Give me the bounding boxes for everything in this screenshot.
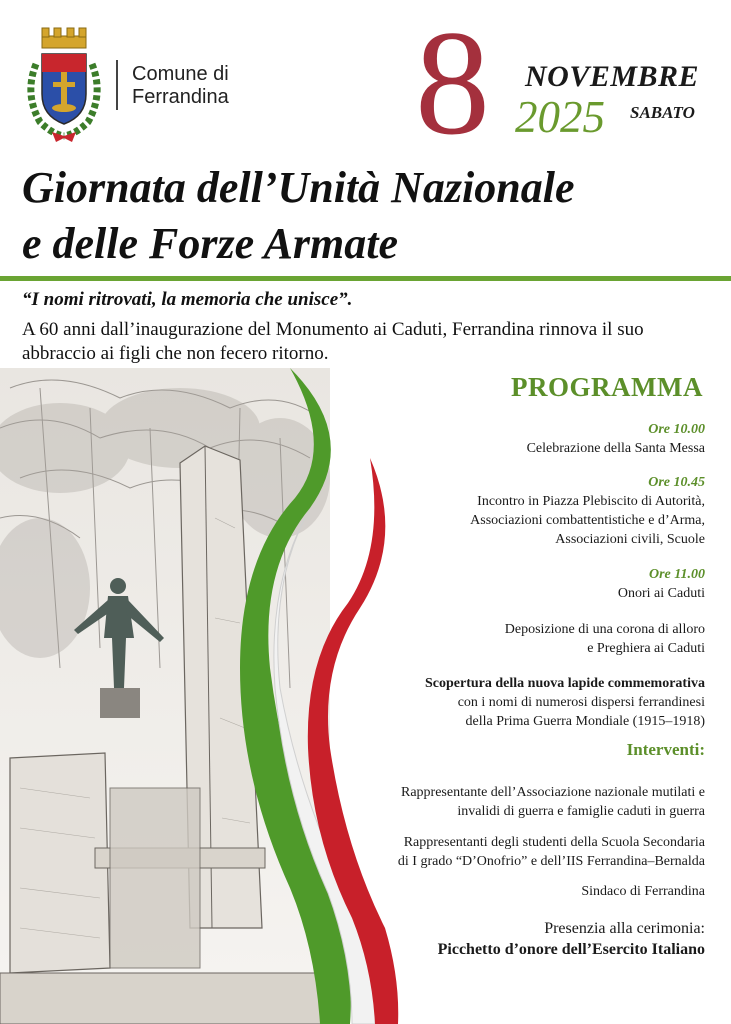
event-description: Associazioni civili, Scuole (555, 532, 705, 547)
intervento-line: Sindaco di Ferrandina (581, 884, 705, 899)
header-divider (116, 60, 118, 110)
intro-text: A 60 anni dall’inaugurazione del Monumento ai Caduti, Ferrandina rinnova il suo abbraccio ai figli che non fecero ritorno. (22, 319, 644, 364)
event-time: Ore 11.00 (649, 567, 705, 582)
page-title-line1: Giornata dell’Unità Nazionale (22, 163, 575, 212)
intervento-2 (398, 833, 705, 871)
scopertura-line: con i nomi di numerosi dispersi ferrandinesi (457, 695, 705, 710)
event-month: NOVEMBRE (525, 60, 700, 93)
presenza-block (438, 918, 705, 960)
picchetto-label: Picchetto d’onore dell’Esercito Italiano (437, 941, 705, 958)
event-description: Onori ai Caduti (617, 586, 705, 601)
event-time: Ore 10.00 (648, 422, 705, 437)
deposizione-line: Deposizione di una corona di alloro (504, 622, 705, 637)
comune-name: Ferrandina (132, 86, 229, 108)
comune-label: Comune di (132, 63, 229, 85)
scopertura-line: della Prima Guerra Mondiale (1915–1918) (465, 714, 705, 729)
ferrandina-coat-of-arms (22, 24, 106, 144)
event-description: Associazioni combattentistiche e d’Arma, (470, 513, 705, 528)
scopertura-block (425, 674, 705, 731)
event-description: Incontro in Piazza Plebiscito di Autorità, (477, 494, 705, 509)
intervento-line: Rappresentanti degli studenti della Scuola Secondaria (403, 835, 705, 850)
intervento-1 (401, 783, 705, 821)
title-divider (0, 276, 731, 281)
event-year: 2025 (515, 92, 605, 142)
intervento-line: di I grado “D’Onofrio” e dell’IIS Ferrandina–Bernalda (397, 854, 705, 869)
motto-quote: “I nomi ritrovati, la memoria che unisce”. (22, 289, 353, 310)
event-weekday: SABATO (630, 103, 695, 122)
event-description: Celebrazione della Santa Messa (526, 441, 705, 456)
interventi-heading: Interventi: (626, 740, 705, 759)
intervento-line: invalidi di guerra e famiglie caduti in guerra (457, 804, 705, 819)
event-block-3 (618, 565, 705, 603)
deposizione-block (505, 620, 705, 658)
deposizione-line: e Preghiera ai Caduti (587, 641, 705, 656)
event-time: Ore 10.45 (648, 475, 705, 490)
monument-illustration (0, 368, 420, 1024)
scopertura-title: Scopertura della nuova lapide commemorativa (425, 676, 705, 691)
event-block-2 (470, 473, 705, 549)
intervento-line: Rappresentante dell’Associazione nazionale mutilati e (401, 785, 705, 800)
programme-heading: PROGRAMMA (511, 372, 703, 402)
event-block-1 (527, 420, 705, 458)
intervento-3 (581, 882, 705, 901)
page-title-line2: e delle Forze Armate (22, 219, 398, 268)
event-day: 8 (415, 0, 490, 166)
presenza-label: Presenzia alla cerimonia: (544, 920, 705, 937)
